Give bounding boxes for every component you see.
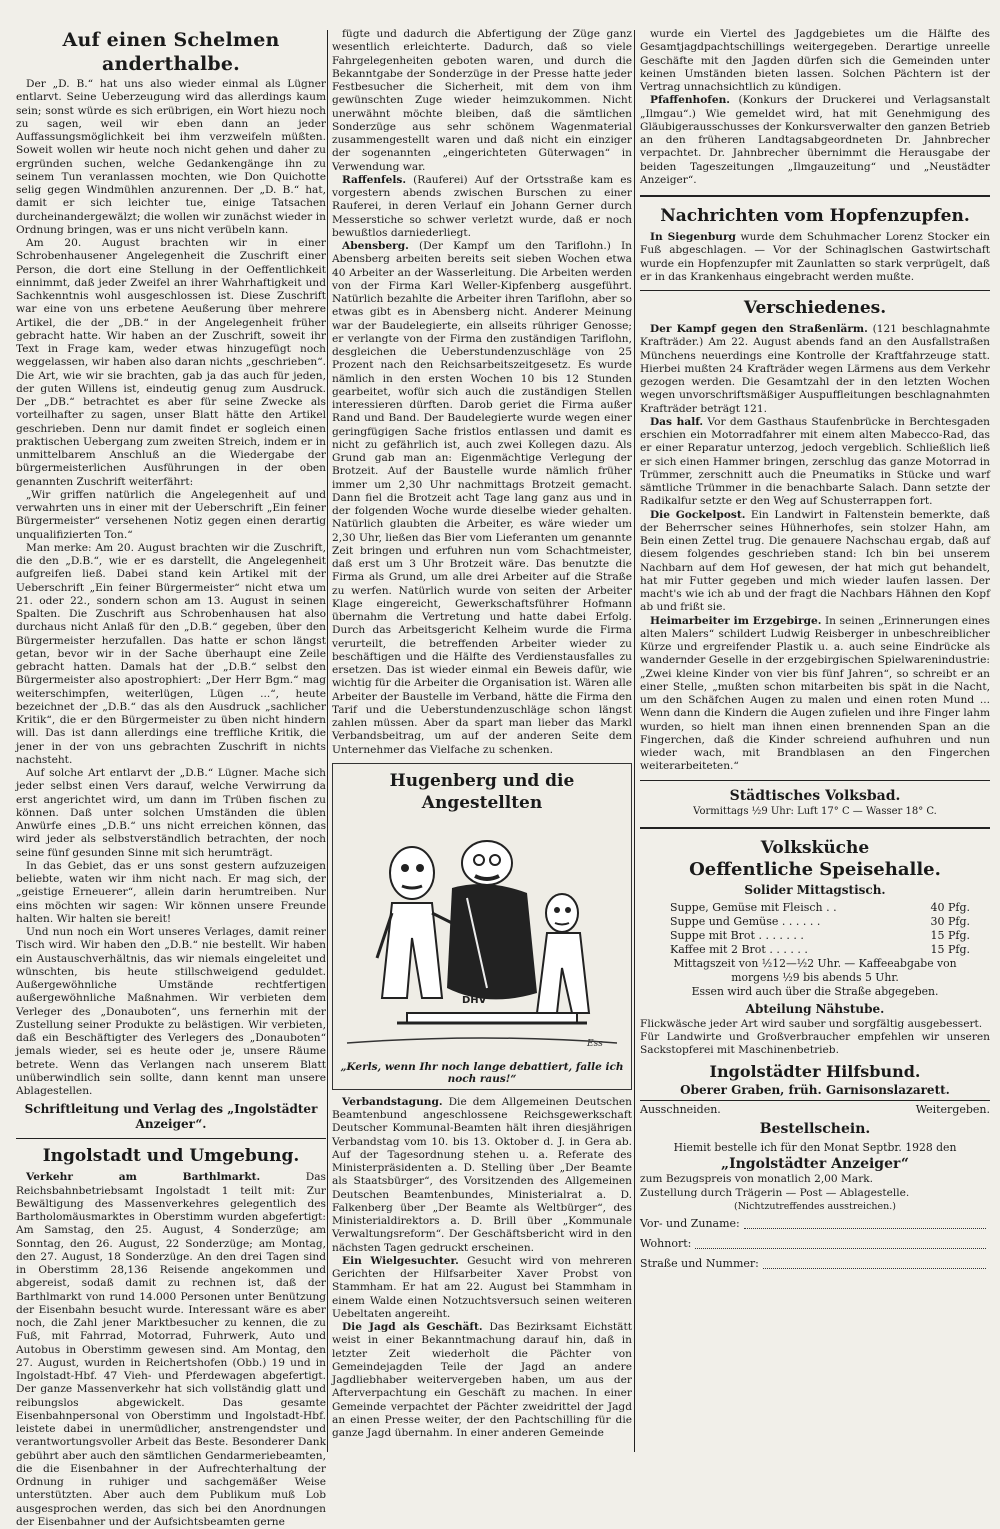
- bestell-note: (Nichtzutreffendes ausstreichen.): [734, 1200, 896, 1212]
- divider: [640, 780, 990, 781]
- divider: [640, 290, 990, 291]
- cartoon-drawing-icon: [337, 818, 627, 1058]
- news-item-lead: Das half.: [650, 415, 704, 428]
- menu-item: [640, 915, 990, 929]
- news-item: [640, 615, 990, 774]
- news-item-lead: Ein Wielgesuchter.: [342, 1254, 459, 1267]
- menu-item: [640, 901, 990, 915]
- ausschneiden-label: Ausschneiden.: [640, 1103, 721, 1117]
- news-item: [332, 1096, 632, 1255]
- cartoon-title: Hugenberg und die Angestellten: [389, 770, 575, 813]
- name-field[interactable]: [640, 1214, 990, 1234]
- news-item: [640, 94, 990, 187]
- section-title: Ingolstadt und Umgebung.: [42, 1146, 300, 1167]
- news-item: [640, 509, 990, 615]
- volksbad-title: Städtisches Volksbad.: [729, 787, 901, 804]
- menu-item-label: Suppe mit Brot . . . . . . .: [670, 928, 804, 942]
- menu-item: [640, 943, 990, 957]
- menu-item-label: Kaffee mit 2 Brot . . . . . .: [670, 942, 808, 956]
- news-item-text: (121 beschlagnahmte Krafträder.) Am 22. August abends fand an den Ausfallstraßen Münchens neuerdings eine Kontrolle der Kraftfahrzeuge statt. Hierbei mußten 24 Krafträder wegen Lärmens aus dem Verkehr gezogen werden. Die Gesamtzahl der in den letzten Wochen wegen unvorschriftsmäßiger Auspuffleitungen beschlagnahmten Krafträder beträgt 121.: [640, 323, 990, 415]
- paragraph: Der „D. B.“ hat uns also wieder einmal als Lügner entlarvt. Seine Ueberzeugung wird das allerdings kaum sein; sonst würde es sich erübrigen, ein Wort hiezu noch zu sagen, weil wir eben dann an jeder Auffassungsmöglichkeit bei ihm verzweifeln müßten. Soweit wollen wir heute noch nicht gehen und daher zu ergründen suchen, welche Gedankengänge ihn zu seinem Tun veranlassen mochten, wie Don Quichotte selig gegen Windmühlen anzurennen. Der „D. B.“ hat, damit er sich leichter tue, einige Tatsachen durcheinandergewälzt; die wollen wir zunächst wieder in Ordnung bringen, was er uns nicht verübeln kann.: [16, 78, 326, 236]
- news-item-text: wurde ein Viertel des Jagdgebietes um die Hälfte des Gesamtjagdpachtschillings weitergegeben. Derartige unreelle Geschäfte mit den Jagden dürfen sich die Gemeinden unter keinen Umständen bieten lassen. Solchen Pächtern ist der Vertrag unnachsichtlich zu kündigen.: [640, 28, 990, 93]
- news-item-lead: Abensberg.: [342, 240, 409, 252]
- strasse-label: Straße und Nummer:: [640, 1256, 759, 1270]
- naehstube-line: Für Landwirte und Großverbraucher empfehlen wir unseren Sackstopferei mit Maschinenbetrieb.: [640, 1030, 990, 1056]
- article-body: [16, 78, 326, 1098]
- news-item-text: fügte und dadurch die Abfertigung der Züge ganz wesentlich erleichterte. Dadurch, daß so viele Fahrgelegenheiten geboten waren, und durch die Bekanntgabe der Sonderzüge in der Presse hatte jeder Festbesucher die Sicherheit, mit dem von ihm gewünschten Zuge wieder heimzukommen. Nicht unerwähnt möchte bleiben, daß die sämtlichen Sonderzüge aus sehr schönem Wagenmaterial zusammengestellt waren und daß nicht ein einziger der sogenannten „eingerichteten Güterwagen“ in Verwendung war.: [332, 28, 632, 173]
- menu-item-price: 40 Pfg.: [930, 900, 970, 914]
- menu-item-price: 30 Pfg.: [930, 914, 970, 928]
- news-item-text: In seinen „Erinnerungen eines alten Malers“ schildert Ludwig Reisberger in unbeschreiblicher Kürze und ergreifender Plastik u. a. auch seine Eindrücke als wandernder Geselle in der erzgebirgischen Spielwarenindustrie: „Zwei kleine Kinder von vier bis fünf Jahren“, so schreibt er an einer Stelle, „mußten schon mitarbeiten bis spät in die Nacht, um den Schäfchen Augen zu malen und einen roten Mund ... Wenn dann die Kindern die Augen zufielen und ihre Finger lahm wurden, so hielt man ihnen einen brennenden Span an die Fingerchen, daß die Kinder schreiend aufhuhren und nun wieder wach, mit Brandblasen an den Fingerchen weiterarbeiteten.“: [640, 614, 990, 773]
- news-item: [16, 1171, 326, 1529]
- divider: [16, 1138, 326, 1139]
- divider: [640, 195, 990, 197]
- news-item: [332, 240, 632, 757]
- paragraph: „Wir griffen natürlich die Angelegenheit auf und verwahrten uns in einer mit der Ueberschrift „Ein feiner Bürgermeister“ versehenen Notiz gegen einen derartig unqualifizierten Ton.“: [16, 488, 326, 541]
- verschiedenes-body: [640, 323, 990, 774]
- cartoon: [332, 763, 632, 1090]
- news-item-lead: Verbandstagung.: [342, 1095, 443, 1108]
- news-item-text: (Rauferei) Auf der Ortsstraße kam es vorgestern abends zwischen Burschen zu einer Rauferei, in deren Verlauf ein Johann Gerner durch Messerstiche so schwer verletzt wurde, daß er noch bewußtlos darniederliegt.: [332, 173, 632, 239]
- news-item: [640, 28, 990, 94]
- news-item-text: Gesucht wird von mehreren Gerichten der Hilfsarbeiter Xaver Probst von Stammham. Er hat am 22. August bei Stammham in einem Walde einen Notzuchtsversuch seinen weiteren Uebeltaten angereiht.: [332, 1254, 632, 1320]
- column-3: [640, 28, 990, 1456]
- strasse-field[interactable]: [640, 1254, 990, 1274]
- naehstube-title: Abteilung Nähstube.: [745, 1001, 885, 1016]
- bestell-line: zum Bezugspreis von monatlich 2,00 Mark.: [640, 1173, 874, 1186]
- news-item: [640, 323, 990, 416]
- news-item-text: Das Reichsbahnbetriebsamt Ingolstadt 1 teilt mit: Zur Bewältigung des Massenverkehres gelegentlich des Bartholomäusmarktes in Oberstimm wurden abgefertigt: Am Samstag, den 25. August, 4 Sonderzüge; am Sonntag, den 26. August, 22 Sonderzüge; am Montag, den 27. August, 18 Sonderzüge. An den drei Tagen sind in Oberstimm 28,136 Reisende angekommen und abgereist, sodaß damit zu rechnen ist, daß der Barthlmarkt von rund 14.000 Personen unter Benützung der Eisenbahn besucht wurde. Interessant wäre es aber noch, die Zahl jener Marktbesucher zu kennen, die zu Fuß, mit Fahrrad, Motorrad, Fuhrwerk, Auto und Autobus in Oberstimm gewesen sind. Am Montag, den 27. August, wurden in Reichertshofen (Obb.) 19 und in Ingolstadt-Hbf. 47 Vieh- und Pferdewagen abgefertigt. Der ganze Massenverkehr hat sich vollständig glatt und reibungslos abgewickelt. Das gesamte Eisenbahnpersonal von Oberstimm und Ingolstadt-Hbf. leistete dabei in unermüdlicher, anstrengendster und verantwortungsvoller Arbeit das Beste. Besonderer Dank gebührt aber auch den sämtlichen Gendarmeriebeamten, die die Eisenbahner in der Aufrechterhaltung der Ordnung in ruhiger und sachgemäßer Weise unterstützten. Aber auch dem Publikum muß Lob ausgesprochen werden, das sich bei den Anordnungen der Eisenbahner und der Aufsichtsbeamten gerne: [16, 1171, 326, 1528]
- paragraph: Auf solche Art entlarvt der „D.B.“ Lügner. Mache sich jeder selbst einen Vers darauf, welche Verwirrung da erst angerichtet wird, um dann im Trüben fischen zu können. Daß unter solchen Umständen die üblen Anwürfe eines „D.B.“ uns nicht erreichen können, das wird jeder als selbstverständlich betrachten, der noch seine fünf gesunden Sinne mit sich herumträgt.: [16, 767, 326, 859]
- wohnort-field[interactable]: [640, 1234, 990, 1254]
- bestell-line: Zustellung durch Trägerin — Post — Ablagestelle.: [640, 1186, 910, 1199]
- menu-item-label: Suppe, Gemüse mit Fleisch . .: [670, 900, 837, 914]
- speisehalle-title: Oeffentliche Speisehalle.: [689, 858, 941, 880]
- volkskueche-title: Volksküche: [760, 837, 870, 858]
- menu-item-price: 15 Pfg.: [930, 928, 970, 942]
- bestellschein-title: Bestellschein.: [759, 1121, 871, 1138]
- mittag-line: Mittagszeit von ½12—½2 Uhr. — Kaffeeabgabe von: [673, 956, 957, 970]
- column-1: [16, 28, 326, 1528]
- news-item-text: (Konkurs der Druckerei und Verlagsanstalt „Ilmgau“.) Wie gemeldet wird, hat mit Genehmigung des Gläubigerausschusses der Konkursverwalter den ganzen Betrieb an den früheren Landtagsabgeordneten Dr. Jahnbrecher verpachtet. Dr. Jahnbrecher übernimmt die Herausgabe der beiden Tageszeitungen „Ilmgauzeitung“ und „Neustädter Anzeiger“.: [640, 94, 990, 186]
- paragraph: Am 20. August brachten wir in einer Schrobenhausener Angelegenheit die Zuschrift einer Person, die dort eine Stellung in der Oeffentlichkeit einnimmt, daß jeder Zweifel an ihrer Wahrhaftigkeit und Sachkenntnis wohl ausgeschlossen ist. Diese Zuschrift war eine von uns erbetene Aeußerung über mehrere Artikel, die der „DB.“ in der Angelegenheit früher gebracht hatte. Wir haben an der Zuschrift, soweit ihr Text in Frage kam, weder etwas hinzugefügt noch weggelassen, wir haben also daran nichts „geschrieben“. Die Art, wie wir sie brachten, gab ja das auch für jeden, der guten Willens ist, eindeutig genug zum Ausdruck. Der „DB.“ betrachtet es aber für seine Zwecke als vorteilhafter zu sagen, unser Blatt hätte den Artikel geschrieben. Denn nur damit findet er sogleich einen praktischen Uebergang zum zweiten Streich, indem er in unmittelbarem Anschluß an die Wiedergabe der bürgermeisterlichen Ausführungen in der oben genannten Zuschrift weiterfährt:: [16, 237, 326, 488]
- news-item-text: Das Bezirksamt Eichstätt weist in einer Bekanntmachung darauf hin, daß in letzter Zeit wiederholt die Pächter von Gemeindejagden Teile der Jagd an andere Jagdliebhaber weitervergeben haben, um aus der Afterverpachtung ein Geschäft zu machen. In einer Gemeinde verpachtet der Pächter zweidrittel der Jagd an einen Presse weiter, der den Pachtschilling für die ganze Jagd übernahm. In einer anderen Gemeinde: [332, 1321, 632, 1439]
- news-item-text: Vor dem Gasthaus Staufenbrücke in Berchtesgaden erschien ein Motorradfahrer mit einem alten Mabecco-Rad, das er einer Reparatur unterzog, jedoch vergeblich. Schließlich ließ er sich einen Hammer bringen, zerschlug das ganze Motorrad in Trümmer, zerschnitt auch die Pneumatiks in Stücke und warf sämtliche Trümmer in die benachbarte Salach. Dann setzte der Radikalfur setzte er den Weg auf Schusterrappen fort.: [640, 415, 990, 508]
- hopfen-body: [640, 231, 990, 284]
- hilfsbund-title: Ingolstädter Hilfsbund.: [709, 1062, 921, 1082]
- paragraph: Und nun noch ein Wort unseres Verlages, damit reiner Tisch wird. Wir haben den „D.B.“ nie bestellt. Wir haben ein Austauschverhältnis, das wir niemals eingeleitet und wünschten, bis heute stillschweigend geduldet. Außergewöhnliche Umstände rechtfertigen außergewöhnliche Maßnahmen. Wir verbieten dem Verleger des „Donauboten“, uns fernerhin mit der Zustellung seiner Produkte zu belästigen. Wir verbieten, daß ein Beschäftigter des Verlegers des „Donauboten“ jemals wieder, sei es heute oder je, unsere Räume betrete. Wenn das Verlangen nach unserem Blatt unüberwindlich sein sollte, dann kennt man unsere Ablagestellen.: [16, 926, 326, 1097]
- news-item-lead: Heimarbeiter im Erzgebirge.: [650, 614, 822, 627]
- mittag-line: morgens ½9 bis abends 5 Uhr.: [731, 970, 899, 984]
- hilfsbund-address: Oberer Graben, früh. Garnisonslazarett.: [680, 1083, 950, 1098]
- mittagstisch-title: Solider Mittagstisch.: [744, 882, 886, 897]
- volksbad-line: Vormittags ½9 Uhr: Luft 17° C — Wasser 18° C.: [693, 805, 937, 817]
- cut-line: [640, 1100, 990, 1101]
- hopfen-title: Nachrichten vom Hopfenzupfen.: [660, 206, 970, 226]
- weitergeben-label: Weitergeben.: [915, 1103, 990, 1117]
- cut-instructions: [640, 1103, 990, 1117]
- naehstube-line: Flickwäsche jeder Art wird sauber und sorgfältig ausgebessert.: [640, 1017, 983, 1030]
- wohnort-label: Wohnort:: [640, 1236, 692, 1250]
- svg-text:Ess: Ess: [587, 1038, 603, 1049]
- news-item-lead: Die Gockelpost.: [650, 508, 746, 521]
- news-item-lead: Der Kampf gegen den Straßenlärm.: [650, 323, 868, 335]
- divider: [640, 827, 990, 829]
- section-body: [16, 1171, 326, 1529]
- column-2: [332, 28, 632, 1456]
- cartoon-caption: „Kerls, wenn Ihr noch lange debattiert, falle ich noch raus!“: [340, 1060, 624, 1085]
- paragraph: Man merke: Am 20. August brachten wir die Zuschrift, die den „D.B.“, wie er es darstellt, die Angelegenheit aufgreifen ließ. Dabei stand kein Artikel mit der Ueberschrift „Ein feiner Bürgermeister“ nicht etwa um 21. oder 22., sondern schon am 13. August in seinen Spalten. Die Zuschrift aus Schrobenhausen hat also durchaus nicht Anlaß für den „D.B.“ gegeben, über den Bürgermeister herzufallen. Das hatte er schon längst getan, bevor wir in der Sache überhaupt eine Zeile gebracht hatten. Damals hat der „D.B.“ selbst den Bürgermeister also apostrophiert: „Der Herr Bgm.“ mag weiterschimpfen, weiterlügen, Lügen ...“, heute bezeichnet der „D.B.“ das als den Ausdruck „sachlicher Kritik“, die er den Bürgermeister zu üben nicht hindern will. Das ist dann allerdings eine treffliche Kritik, die jener in der von uns gebrachten Zuschrift in nichts nachsteht.: [16, 541, 326, 766]
- news-item-lead: Die Jagd als Geschäft.: [342, 1321, 483, 1333]
- news-item-text: (Der Kampf um den Tariflohn.) In Abensberg arbeiten bereits seit sieben Wochen etwa 40 Arbeiter an der Wasserleitung. Die Arbeiten werden von der Firma Karl Weller-Kipfenberg ausgeführt. Natürlich bezahlte die Arbeiter ihren Tariflohn, aber so etwas gibt es in Abensberg nicht. Anderer Meinung war der Baudelegierte, ein allseits rühriger Genosse; er verlangte von der Firma den zuständigen Tariflohn, desgleichen die Ueberstundenzuschläge von 25 Prozent nach den Reichsarbeitszeitgesetz. Es wurde nämlich in den ersten Wochen 10 bis 12 Stunden gearbeitet, wofür sich auch die zuständigen Stellen interessieren dürften. Darob geriet die Firma außer Rand und Band. Der Baudelegierte wurde wegen einer geringfügigen Sache fristlos entlassen und damit es nicht zu gefährlich ist, auch zwei Kollegen dazu. Als Grund gab man an: Eigenmächtige Verlegung der Brotzeit. Auf der Baustelle wurde nämlich früher immer um 2,30 Uhr nachmittags Brotzeit gemacht. Dann fiel die Brotzeit acht Tage lang ganz aus und in der folgenden Woche wurde dieselbe wieder gehalten. Natürlich glaubten die Arbeiter, es wäre wieder um 2,30 Uhr, ließen das Bier vom Lieferanten um genannte Zeit bringen und erfuhren nun vom Schachtmeister, daß erst um 3 Uhr Brotzeit wäre. Das benutzte die Firma als Grund, um alle drei Arbeiter auf die Straße zu werfen. Natürlich wurde von seiten der Arbeiter Klage eingereicht, Gewerkschaftsführer Hofmann übernahm die Vertretung und hatte dabei Erfolg. Durch das Arbeitsgericht Kelheim wurde die Firma verurteilt, die betreffenden Arbeiter wieder zu beschäftigen und die Hälfte des Verdienstausfalles zu ersetzen. Das ist wieder einmal ein Beweis dafür, wie wichtig für die Arbeiter die Organisation ist. Wären alle Arbeiter der Baustelle im Verband, hätte die Firma den Tarif und die Ueberstundenzuschläge schon längst zahlen müssen. Aber da spart man lieber das Markl Verbandsbeitrag, um auf der anderen Seite dem Unternehmer das Vielfache zu schenken.: [332, 240, 632, 756]
- news-item-lead: Raffenfels.: [342, 173, 407, 186]
- news-item-text: Die dem Allgemeinen Deutschen Beamtenbund angeschlossene Reichsgewerkschaft Deutscher Kommunal-Beamten hält ihren diesjährigen Verbandstag vom 10. bis 13. Oktober d. J. in Gera ab. Auf der Tagesordnung stehen u. a. Referate des Ministerpräsidenten a. D. Stelling über „Der Beamte als Staatsbürger“, des Vorsitzenden des Allgemeinen Deutschen Beamtenbundes, Ministerialrat a. D. Falkenberg über „Der Beamte als Weltbürger“, des Ministerialdirektors a. D. Brill über „Kommunale Verwaltungsreform“. Der Geschäftsbericht wird in den nächsten Tagen gedruckt erscheinen.: [332, 1095, 632, 1254]
- mittag-line: Essen wird auch über die Straße abgegeben.: [691, 984, 939, 998]
- verschiedenes-title: Verschiedenes.: [743, 298, 887, 318]
- news-item-lead: In Siegenburg: [650, 231, 736, 243]
- news-item: [332, 28, 632, 174]
- news-items: [332, 28, 632, 757]
- paragraph: In das Gebiet, das er uns sonst gestern aufzuzeigen beliebte, waten wir ihm nicht nach. Er mag sich, der „geistige Erneuerer“, allein darin herumtreiben. Nur eins möchten wir sagen: Wir können unsere Freunde halten. Wir halten sie bereit!: [16, 859, 326, 925]
- news-item: [332, 1321, 632, 1440]
- news-items: [332, 1096, 632, 1441]
- news-item-lead: Verkehr am Barthlmarkt.: [26, 1171, 261, 1184]
- news-item-lead: Pfaffenhofen.: [650, 94, 730, 107]
- column-rule: [327, 30, 328, 1452]
- news-item: [640, 231, 990, 284]
- menu-item: [640, 929, 990, 943]
- signoff: Schriftleitung und Verlag des „Ingolstädter Anzeiger“.: [24, 1102, 318, 1132]
- news-item: [640, 416, 990, 509]
- news-item: [332, 174, 632, 240]
- news-item: [332, 1255, 632, 1321]
- svg-text:DHV: DHV: [462, 994, 487, 1006]
- menu-item-price: 15 Pfg.: [930, 942, 970, 956]
- bestell-paper: „Ingolstädter Anzeiger“: [721, 1156, 909, 1173]
- news-items: [640, 28, 990, 187]
- name-label: Vor- und Zuname:: [640, 1216, 740, 1230]
- menu-item-label: Suppe und Gemüse . . . . . .: [670, 914, 821, 928]
- news-item-text: Ein Landwirt in Faltenstein bemerkte, daß der Beherrscher seines Hühnerhofes, sein stolzer Hahn, am Bein einen Zettel trug. Die genauere Nachschau ergab, daß auf diesem folgendes geschrieben stand: Ich bin bei unserem Nachbarn auf dem Hof gewesen, der hat mich gut behandelt, hat mir Futter gegeben und mich wieder laufen lassen. Der macht's wie ich ab und der fragt die Nachbars Hähnen den Kopf ab und frißt sie.: [640, 508, 991, 614]
- article-title: Auf einen Schelmen anderthalbe.: [62, 29, 280, 75]
- bestell-line: Hiemit bestelle ich für den Monat Septbr. 1928 den: [673, 1141, 957, 1155]
- column-rule: [634, 30, 635, 1452]
- menu-list: [640, 901, 990, 957]
- news-item-text: wurde dem Schuhmacher Lorenz Stocker ein Fuß abgeschlagen. — Vor der Schinaglschen Gastwirtschaft wurde ein Hopfenzupfer mit Zaunlatten so stark verprügelt, daß er in das Krankenhaus eingebracht werden mußte.: [640, 231, 990, 283]
